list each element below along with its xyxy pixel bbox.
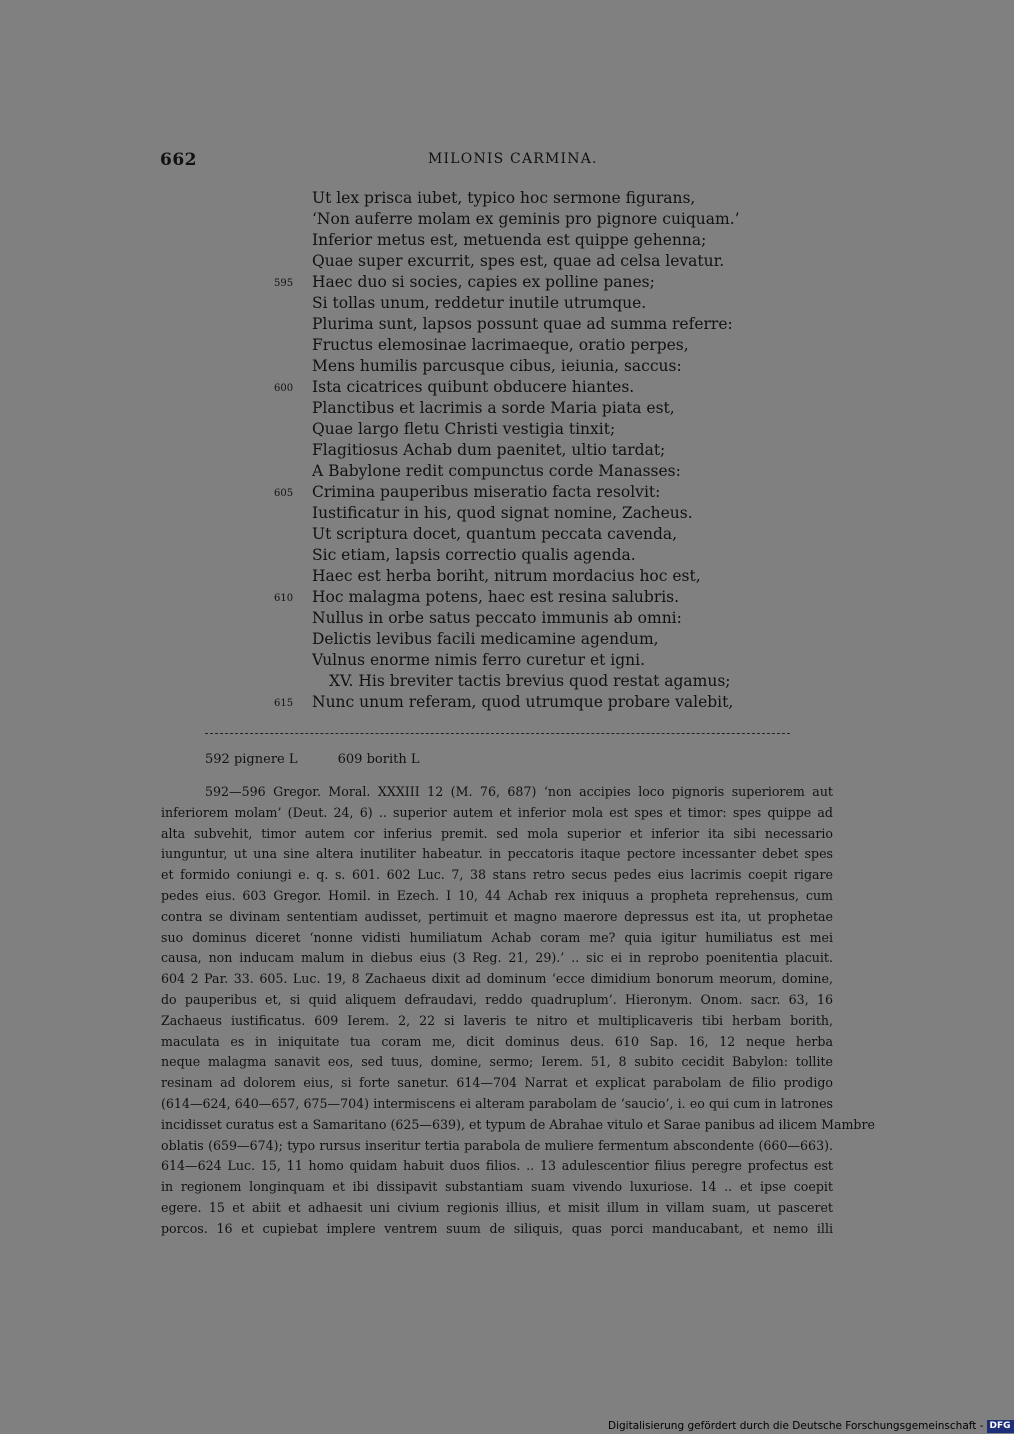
verse-text: Iustificatur in his, quod signat nomine, Zacheus. bbox=[312, 504, 693, 522]
verse-text: A Babylone redit compunctus corde Manasses: bbox=[312, 462, 681, 480]
running-title: MILONIS CARMINA. bbox=[428, 151, 598, 167]
line-number: 595 bbox=[274, 278, 294, 289]
note-line: egere. 15 et abiit et adhaesit uni civium regionis illius, et misit illum in villam suam, ut pasceret bbox=[161, 1199, 833, 1215]
verse-line bbox=[312, 671, 842, 692]
verse-line bbox=[312, 461, 842, 482]
verse-line bbox=[312, 209, 842, 230]
note-line: contra se divinam sententiam audisset, pertimuit et magno maerore depressus est ita, ut prophetae bbox=[161, 908, 833, 924]
verse-line bbox=[312, 314, 842, 335]
verse-line bbox=[274, 587, 842, 608]
verse-line bbox=[312, 251, 842, 272]
line-number: 610 bbox=[274, 593, 294, 604]
verse-line bbox=[312, 398, 842, 419]
verse-line bbox=[312, 650, 842, 671]
variant-reading: 592 pignere L bbox=[205, 752, 298, 767]
verse-line bbox=[274, 692, 842, 713]
verse-line bbox=[312, 356, 842, 377]
note-line: alta subvehit, timor autem cor inferius premit. sed mola superior et inferior ita sibi necessario bbox=[161, 825, 833, 841]
note-line: 614—624 Luc. 15, 11 homo quidam habuit duos filios. .. 13 adulescentior filius peregre profectus est bbox=[161, 1158, 833, 1174]
verse-line bbox=[312, 524, 842, 545]
verse-text: Plurima sunt, lapsos possunt quae ad summa referre: bbox=[312, 315, 733, 333]
verse-text: ‘Non auferre molam ex geminis pro pignore cuiquam.’ bbox=[312, 210, 740, 228]
note-line: (614—624, 640—657, 675—704) intermiscens ei alteram parabolam de ‘saucio’, i. eo qui cum in latrones bbox=[161, 1095, 833, 1111]
source-notes bbox=[161, 782, 875, 1240]
note-line: oblatis (659—674); typo rursus inseritur tertia parabola de muliere fermentum abscondente (660—663). bbox=[161, 1137, 833, 1153]
variant-apparatus bbox=[205, 752, 419, 767]
verse-text: Haec duo si socies, capies ex polline panes; bbox=[312, 273, 655, 291]
note-line: et formido coniungi e. q. s. 601. 602 Luc. 7, 38 stans retro secus pedes eius lacrimis coepit rigare bbox=[161, 867, 833, 883]
page-header bbox=[160, 150, 840, 172]
verse-text: Quae super excurrit, spes est, quae ad celsa levatur. bbox=[312, 252, 725, 270]
verse-line bbox=[312, 440, 842, 461]
verse-text: Nunc unum referam, quod utrumque probare valebit, bbox=[312, 693, 734, 711]
verse-line bbox=[312, 566, 842, 587]
dfg-logo: DFG bbox=[987, 1420, 1014, 1433]
note-line: Zachaeus iustificatus. 609 Ierem. 2, 22 si laveris te nitro et multiplicaveris tibi herbam borith, bbox=[161, 1012, 833, 1028]
verse-text: Haec est herba boriht, nitrum mordacius hoc est, bbox=[312, 567, 701, 585]
line-number: 615 bbox=[274, 698, 294, 709]
verse-line bbox=[274, 482, 842, 503]
verse-line bbox=[312, 230, 842, 251]
verse-text: Ut scriptura docet, quantum peccata cavenda, bbox=[312, 525, 678, 543]
verse-text: Nullus in orbe satus peccato immunis ab omni: bbox=[312, 609, 682, 627]
note-line: porcos. 16 et cupiebat implere ventrem suum de siliquis, quas porci manducabant, et nemo illi bbox=[161, 1220, 833, 1236]
verse-line bbox=[312, 188, 842, 209]
note-line: 604 2 Par. 33. 605. Luc. 19, 8 Zachaeus dixit ad dominum ‘ecce dimidium bonorum meorum, domine, bbox=[161, 971, 833, 987]
verse-line bbox=[312, 629, 842, 650]
line-number: 600 bbox=[274, 383, 294, 394]
note-line: suo dominus diceret ‘nonne vidisti humiliatum Achab coram me? quia igitur humiliatus est mei bbox=[161, 929, 833, 945]
note-line: do pauperibus et, si quid aliquem defraudavi, reddo quadruplum’. Hieronym. Onom. sacr. 63, 16 bbox=[161, 991, 833, 1007]
note-line: neque malagma sanavit eos, sed tuus, domine, sermo; Ierem. 51, 8 subito cecidit Babylon: tollite bbox=[161, 1054, 833, 1070]
verse-text: Ut lex prisca iubet, typico hoc sermone figurans, bbox=[312, 189, 696, 207]
note-line: resinam ad dolorem eius, si forte sanetur. 614—704 Narrat et explicat parabolam de filio prodigo bbox=[161, 1075, 833, 1091]
page-number: 662 bbox=[160, 150, 197, 170]
funding-footer bbox=[608, 1419, 1011, 1433]
funding-text: Digitalisierung gefördert durch die Deutsche Forschungsgemeinschaft - bbox=[608, 1420, 984, 1432]
verse-text: Ista cicatrices quibunt obducere hiantes. bbox=[312, 378, 635, 396]
footnote-rule bbox=[205, 733, 790, 734]
note-line: 592—596 Gregor. Moral. XXXIII 12 (M. 76, 687) ‘non accipies loco pignoris superiorem aut bbox=[205, 784, 833, 799]
verse-line bbox=[274, 272, 842, 293]
verse-text: Crimina pauperibus miseratio facta resolvit: bbox=[312, 483, 661, 501]
verse-line bbox=[274, 377, 842, 398]
verse-text: Vulnus enorme nimis ferro curetur et igni. bbox=[312, 651, 646, 669]
note-line: incidisset curatus est a Samaritano (625—639), et typum de Abrahae vitulo et Sarae panibus ad ilicem Mambre bbox=[161, 1116, 875, 1132]
verse-text: Mens humilis parcusque cibus, ieiunia, saccus: bbox=[312, 357, 682, 375]
verse-line bbox=[312, 419, 842, 440]
verse-text: Flagitiosus Achab dum paenitet, ultio tardat; bbox=[312, 441, 666, 459]
verse-block bbox=[274, 188, 842, 713]
verse-line bbox=[312, 293, 842, 314]
verse-line bbox=[312, 503, 842, 524]
note-line: inferiorem molam’ (Deut. 24, 6) .. superior autem et inferior mola est spes et timor: spes quippe ad bbox=[161, 804, 833, 820]
verse-text: Si tollas unum, reddetur inutile utrumque. bbox=[312, 294, 647, 312]
note-line: pedes eius. 603 Gregor. Homil. in Ezech. I 10, 44 Achab rex iniquus a propheta reprehensus, cum bbox=[161, 887, 833, 903]
verse-text: Fructus elemosinae lacrimaeque, oratio perpes, bbox=[312, 336, 689, 354]
verse-text: Sic etiam, lapsis correctio qualis agenda. bbox=[312, 546, 636, 564]
verse-text: Quae largo fletu Christi vestigia tinxit; bbox=[312, 420, 616, 438]
verse-line bbox=[312, 545, 842, 566]
variant-reading: 609 borith L bbox=[337, 752, 420, 767]
note-line: in regionem longinquam et ibi dissipavit substantiam suam vivendo luxuriose. 14 .. et ipse coepit bbox=[161, 1179, 833, 1195]
verse-text: XV. His breviter tactis brevius quod restat agamus; bbox=[329, 672, 731, 690]
verse-text: Inferior metus est, metuenda est quippe gehenna; bbox=[312, 231, 707, 249]
verse-line bbox=[312, 608, 842, 629]
verse-text: Hoc malagma potens, haec est resina salubris. bbox=[312, 588, 680, 606]
verse-line bbox=[312, 335, 842, 356]
note-line: iunguntur, ut una sine altera inutiliter habeatur. in peccatoris itaque pectore incessanter debet spes bbox=[161, 846, 833, 862]
note-line: maculata es in iniquitate tua coram me, dicit dominus deus. 610 Sap. 16, 12 neque herba bbox=[161, 1033, 833, 1049]
verse-text: Planctibus et lacrimis a sorde Maria piata est, bbox=[312, 399, 675, 417]
line-number: 605 bbox=[274, 488, 294, 499]
note-line: causa, non inducam malum in diebus eius (3 Reg. 21, 29).’ .. sic ei in reprobo poenitentia placuit. bbox=[161, 950, 833, 966]
verse-text: Delictis levibus facili medicamine agendum, bbox=[312, 630, 659, 648]
